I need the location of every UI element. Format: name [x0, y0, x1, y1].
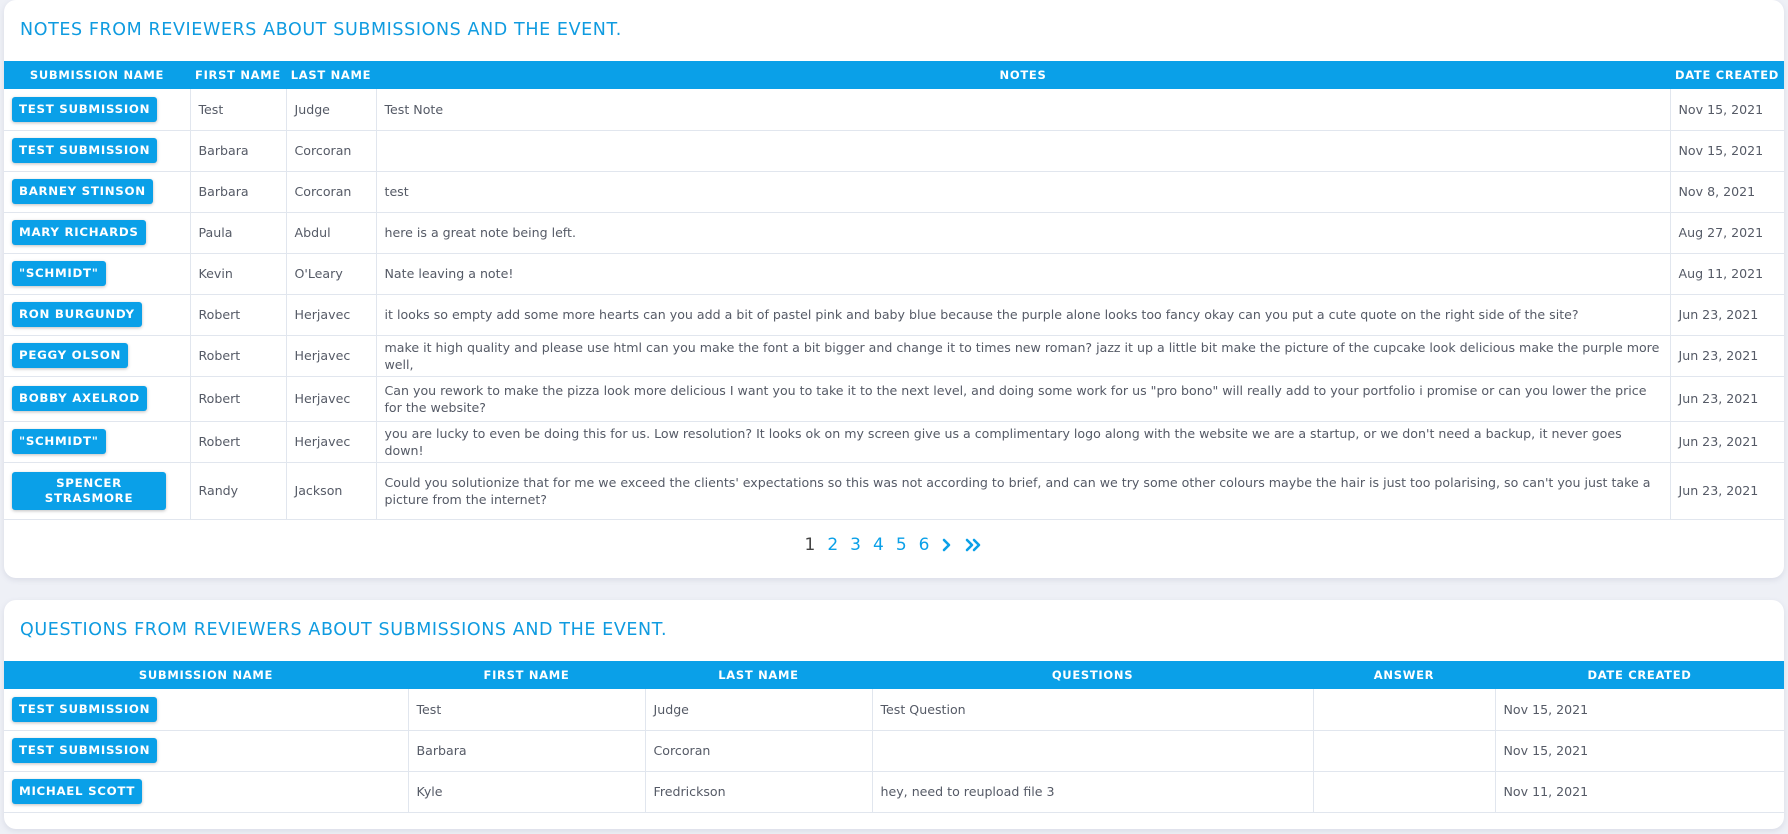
- table-row: [4, 253, 1784, 294]
- date-created-cell: Nov 15, 2021: [1670, 89, 1784, 130]
- submission-name-button[interactable]: RON BURGUNDY: [12, 302, 142, 327]
- page-current: 1: [804, 535, 816, 555]
- submission-cell: [4, 212, 190, 253]
- last-name-cell: Corcoran: [286, 171, 376, 212]
- col-header-date-created: DATE CREATED: [1670, 61, 1784, 89]
- first-name-cell: Barbara: [408, 730, 645, 771]
- date-created-cell: Jun 23, 2021: [1670, 376, 1784, 421]
- first-name-cell: Randy: [190, 462, 286, 519]
- date-created-cell: Nov 11, 2021: [1495, 771, 1784, 812]
- first-name-cell: Paula: [190, 212, 286, 253]
- submission-name-button[interactable]: "SCHMIDT": [12, 261, 106, 286]
- submission-name-button[interactable]: SPENCER STRASMORE: [12, 472, 166, 510]
- first-name-cell: Kevin: [190, 253, 286, 294]
- first-name-cell: Barbara: [190, 130, 286, 171]
- last-name-cell: Judge: [645, 689, 872, 730]
- col-header-last-name: LAST NAME: [645, 661, 872, 689]
- col-header-submission-name: SUBMISSION NAME: [4, 661, 408, 689]
- date-created-cell: Jun 23, 2021: [1670, 421, 1784, 462]
- col-header-submission-name: SUBMISSION NAME: [4, 61, 190, 89]
- notes-card: [4, 0, 1784, 578]
- note-cell: Nate leaving a note!: [376, 253, 1670, 294]
- note-cell: it looks so empty add some more hearts can you add a bit of pastel pink and baby blue because the purple alone looks too fancy okay can you put a cute quote on the right side of the site?: [376, 294, 1670, 335]
- last-name-cell: O'Leary: [286, 253, 376, 294]
- submission-cell: [4, 171, 190, 212]
- last-name-cell: Herjavec: [286, 335, 376, 376]
- page-link-4[interactable]: 4: [873, 535, 884, 555]
- col-header-notes: NOTES: [376, 61, 1670, 89]
- table-row: [4, 376, 1784, 421]
- first-name-cell: Test: [408, 689, 645, 730]
- date-created-cell: Nov 15, 2021: [1670, 130, 1784, 171]
- date-created-cell: Nov 15, 2021: [1495, 689, 1784, 730]
- table-row: [4, 212, 1784, 253]
- submission-cell: [4, 689, 408, 730]
- notes-section-title: NOTES FROM REVIEWERS ABOUT SUBMISSIONS AND THE EVENT.: [20, 20, 622, 40]
- submission-cell: [4, 253, 190, 294]
- answer-cell: [1313, 730, 1495, 771]
- col-header-last-name: LAST NAME: [286, 61, 376, 89]
- last-name-cell: Herjavec: [286, 376, 376, 421]
- first-name-cell: Robert: [190, 376, 286, 421]
- submission-name-button[interactable]: MICHAEL SCOTT: [12, 779, 142, 804]
- page-link-3[interactable]: 3: [850, 535, 861, 555]
- table-row: [4, 294, 1784, 335]
- submission-name-button[interactable]: PEGGY OLSON: [12, 343, 128, 368]
- submission-cell: [4, 294, 190, 335]
- note-cell: Can you rework to make the pizza look more delicious I want you to take it to the next level, and doing some work for us "pro bono" will really add to your portfolio i promise or can you lower the price for the website?: [376, 376, 1670, 421]
- answer-cell: [1313, 689, 1495, 730]
- last-name-cell: Herjavec: [286, 421, 376, 462]
- submission-name-button[interactable]: BOBBY AXELROD: [12, 386, 147, 411]
- date-created-cell: Nov 15, 2021: [1495, 730, 1784, 771]
- date-created-cell: Jun 23, 2021: [1670, 462, 1784, 519]
- submission-name-button[interactable]: "SCHMIDT": [12, 429, 106, 454]
- page-link-6[interactable]: 6: [918, 535, 930, 555]
- submission-cell: [4, 130, 190, 171]
- page-link-2[interactable]: 2: [827, 535, 839, 555]
- last-name-cell: Abdul: [286, 212, 376, 253]
- last-name-cell: Herjavec: [286, 294, 376, 335]
- questions-header-row: [4, 661, 1784, 689]
- col-header-first-name: FIRST NAME: [190, 61, 286, 89]
- question-cell: hey, need to reupload file 3: [872, 771, 1313, 812]
- chevron-right-icon[interactable]: [935, 538, 959, 552]
- question-cell: [872, 730, 1313, 771]
- col-header-first-name: FIRST NAME: [408, 661, 645, 689]
- date-created-cell: Nov 8, 2021: [1670, 171, 1784, 212]
- table-row: [4, 771, 1784, 812]
- submission-cell: [4, 421, 190, 462]
- col-header-questions: QUESTIONS: [872, 661, 1313, 689]
- col-header-date-created: DATE CREATED: [1495, 661, 1784, 689]
- submission-name-button[interactable]: TEST SUBMISSION: [12, 697, 157, 722]
- questions-card: [4, 600, 1784, 829]
- last-name-cell: Corcoran: [645, 730, 872, 771]
- pagination: [4, 535, 1784, 555]
- table-row: [4, 689, 1784, 730]
- date-created-cell: Jun 23, 2021: [1670, 294, 1784, 335]
- first-name-cell: Robert: [190, 294, 286, 335]
- last-name-cell: Corcoran: [286, 130, 376, 171]
- questions-table-body: [4, 689, 1784, 812]
- submission-cell: [4, 730, 408, 771]
- first-name-cell: Test: [190, 89, 286, 130]
- table-row: [4, 171, 1784, 212]
- date-created-cell: Aug 11, 2021: [1670, 253, 1784, 294]
- notes-table-body: [4, 89, 1784, 519]
- date-created-cell: Jun 23, 2021: [1670, 335, 1784, 376]
- table-row: [4, 730, 1784, 771]
- page-link-5[interactable]: 5: [895, 535, 907, 555]
- submission-name-button[interactable]: TEST SUBMISSION: [12, 97, 157, 122]
- first-name-cell: Kyle: [408, 771, 645, 812]
- submission-cell: [4, 462, 190, 519]
- first-name-cell: Barbara: [190, 171, 286, 212]
- note-cell: Test Note: [376, 89, 1670, 130]
- table-row: [4, 130, 1784, 171]
- answer-cell: [1313, 771, 1495, 812]
- note-cell: here is a great note being left.: [376, 212, 1670, 253]
- note-cell: make it high quality and please use html can you make the font a bit bigger and change it to times new roman? jazz it up a little bit make the picture of the cupcake look delicious make the purple more well,: [376, 335, 1670, 376]
- note-cell: you are lucky to even be doing this for us. Low resolution? It looks ok on my screen give us a complimentary logo along with the website we are a startup, or we don't need a backup, it never goes down!: [376, 421, 1670, 462]
- questions-table: [4, 661, 1784, 813]
- last-name-cell: Judge: [286, 89, 376, 130]
- questions-section-title: QUESTIONS FROM REVIEWERS ABOUT SUBMISSIONS AND THE EVENT.: [20, 620, 668, 640]
- first-name-cell: Robert: [190, 421, 286, 462]
- submission-cell: [4, 771, 408, 812]
- table-row: [4, 462, 1784, 519]
- date-created-cell: Aug 27, 2021: [1670, 212, 1784, 253]
- note-cell: Could you solutionize that for me we exceed the clients' expectations so this was not according to brief, and can we try some other colours maybe the hair is just too polarising, so can't you just take a picture from the internet?: [376, 462, 1670, 519]
- table-row: [4, 89, 1784, 130]
- submission-cell: [4, 335, 190, 376]
- table-row: [4, 421, 1784, 462]
- submission-name-button[interactable]: MARY RICHARDS: [12, 220, 146, 245]
- first-name-cell: Robert: [190, 335, 286, 376]
- submission-name-button[interactable]: TEST SUBMISSION: [12, 738, 157, 763]
- notes-header-row: [4, 61, 1784, 89]
- table-row: [4, 335, 1784, 376]
- question-cell: Test Question: [872, 689, 1313, 730]
- last-name-cell: Fredrickson: [645, 771, 872, 812]
- col-header-answer: ANSWER: [1313, 661, 1495, 689]
- note-cell: [376, 130, 1670, 171]
- submission-name-button[interactable]: TEST SUBMISSION: [12, 138, 157, 163]
- submission-name-button[interactable]: BARNEY STINSON: [12, 179, 153, 204]
- submission-cell: [4, 89, 190, 130]
- double-chevron-right-icon[interactable]: [959, 538, 989, 552]
- submission-cell: [4, 376, 190, 421]
- last-name-cell: Jackson: [286, 462, 376, 519]
- note-cell: test: [376, 171, 1670, 212]
- notes-table: [4, 61, 1784, 520]
